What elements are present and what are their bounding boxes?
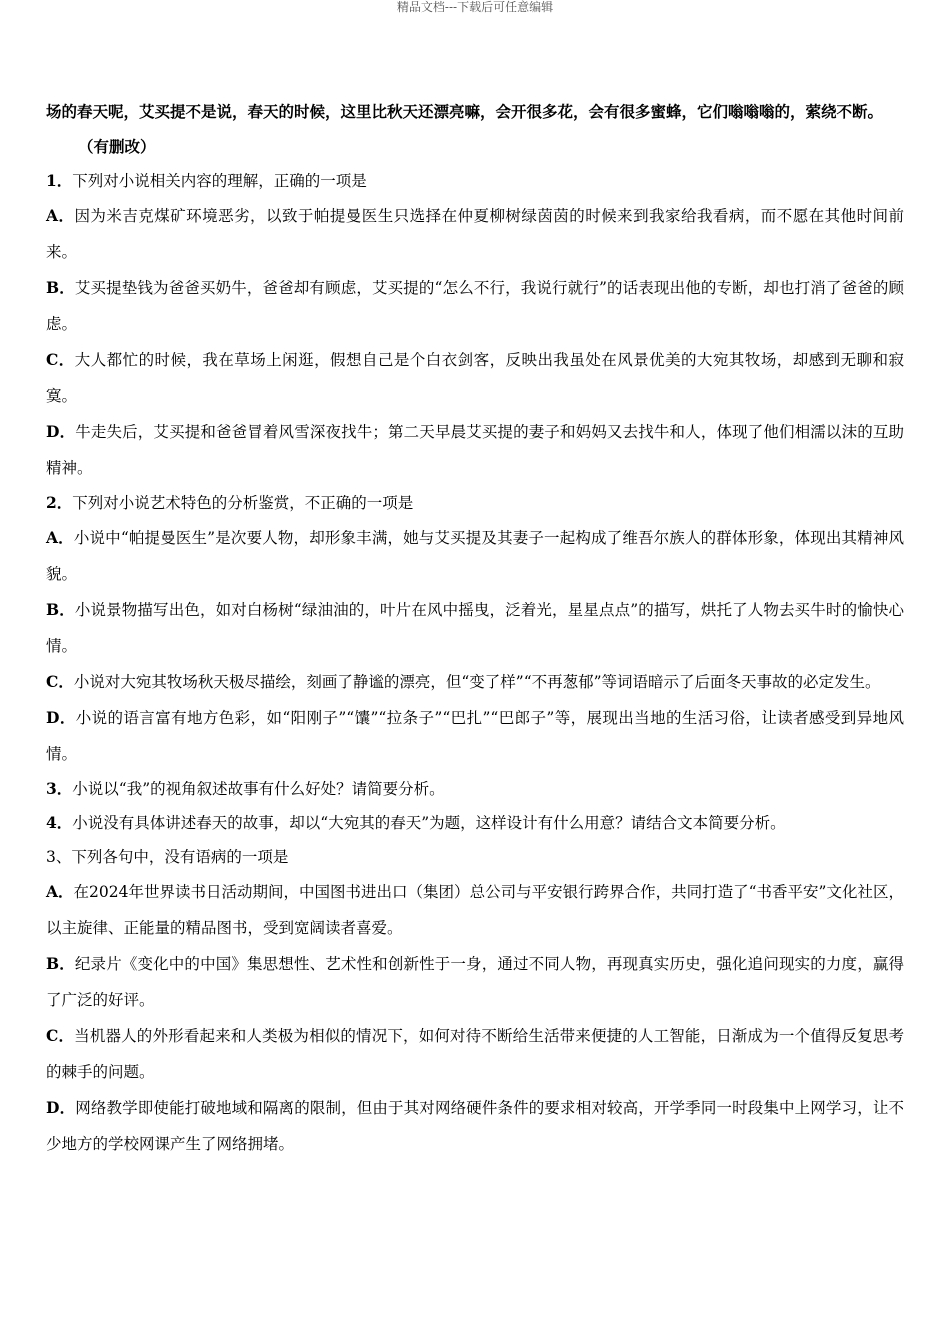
option-text: 牛走失后，艾买提和爸爸冒着风雪深夜找牛；第二天早晨艾买提的妻子和妈妈又去找牛和人，体现了他们相濡以沫的互助精神。 [46,423,904,477]
question-2-option-c [46,664,904,700]
option-letter: A． [46,206,75,225]
option-text: 小说的语言富有地方色彩，如“阳刚子”“馕”“拉条子”“巴扎”“巴郎子”等，展现出当地的生活习俗，让读者感受到异地风情。 [46,709,904,763]
option-text: 小说对大宛其牧场秋天极尽描绘，刻画了静谧的漂亮，但“变了样”“不再葱郁”等词语暗示了后面冬天事故的必定发生。 [73,673,881,691]
option-letter: B． [46,954,75,973]
question-number: 3、 [46,848,72,866]
option-letter: C． [46,1026,75,1045]
question-1-option-a [46,198,904,270]
option-text: 在2024年世界读书日活动期间，中国图书进出口（集团）总公司与平安银行跨界合作，共同打造了“书香平安”文化社区，以主旋律、正能量的精品图书，受到宽阔读者喜爱。 [46,883,904,937]
question-1-option-c [46,342,904,414]
option-text: 因为米吉克煤矿环境恶劣，以致于帕提曼医生只选择在仲夏柳树绿茵茵的时候来到我家给我看病，而不愿在其他时间前来。 [46,207,904,261]
option-letter: A． [46,882,74,901]
option-text: 小说中“帕提曼医生”是次要人物，却形象丰满，她与艾买提及其妻子一起构成了维吾尔族人的群体形象，体现出其精神风貌。 [46,529,904,583]
option-letter: D． [46,1098,76,1117]
question-text: 下列对小说相关内容的理解，正确的一项是 [72,172,367,190]
option-letter: C． [46,672,74,691]
option-text: 大人都忙的时候，我在草场上闲逛，假想自己是个白衣剑客，反映出我虽处在风景优美的大宛其牧场，却感到无聊和寂寞。 [46,351,904,405]
question-5-option-a [46,874,904,946]
option-letter: B． [46,278,75,297]
question-1-option-d [46,414,904,486]
option-text: 艾买提垫钱为爸爸买奶牛，爸爸却有顾虑，艾买提的“怎么不行，我说行就行”的话表现出他的专断，却也打消了爸爸的顾虑。 [46,279,904,333]
question-3-stem [46,772,904,806]
passage-note: （有删改） [78,137,156,156]
question-4-stem [46,806,904,840]
passage-ending: 场的春天呢，艾买提不是说，春天的时候，这里比秋天还漂亮嘛，会开很多花，会有很多蜜蜂，它们嗡嗡嗡的，萦绕不断。 [46,102,884,121]
question-2-option-b [46,592,904,664]
question-5-stem [46,840,904,874]
option-letter: C． [46,350,75,369]
option-letter: B． [46,600,75,619]
option-text: 小说景物描写出色，如对白杨树“绿油油的，叶片在风中摇曳，泛着光，星星点点”的描写，烘托了人物去买牛时的愉快心情。 [46,601,904,655]
option-letter: A． [46,528,74,547]
question-1-option-b [46,270,904,342]
question-2-option-a [46,520,904,592]
question-2-stem [46,486,904,520]
question-text: 小说以“我”的视角叙述故事有什么好处？请简要分析。 [72,780,445,798]
question-5-option-c [46,1018,904,1090]
option-text: 网络教学即使能打破地域和隔离的限制，但由于其对网络硬件条件的要求相对较高，开学季同一时段集中上网学习，让不少地方的学校网课产生了网络拥堵。 [46,1099,904,1153]
question-text: 下列对小说艺术特色的分析鉴赏，不正确的一项是 [72,494,414,512]
document-body [46,94,904,1162]
option-letter: D． [46,708,76,727]
question-text: 小说没有具体讲述春天的故事，却以“大宛其的春天”为题，这样设计有什么用意？请结合文本简要分析。 [72,814,786,832]
question-2-option-d [46,700,904,772]
question-number: 1． [46,171,73,190]
question-5-option-b [46,946,904,1018]
question-5-option-d [46,1090,904,1162]
question-number: 4． [46,813,73,832]
option-text: 纪录片《变化中的中国》集思想性、艺术性和创新性于一身，通过不同人物，再现真实历史，强化追问现实的力度，赢得了广泛的好评。 [46,955,904,1009]
question-number: 3． [46,779,73,798]
page-watermark-header: 精品文档---下载后可任意编辑 [396,0,554,14]
question-1-stem [46,164,904,198]
option-text: 当机器人的外形看起来和人类极为相似的情况下，如何对待不断给生活带来便捷的人工智能，日渐成为一个值得反复思考的棘手的问题。 [46,1027,904,1081]
question-text: 下列各句中，没有语病的一项是 [71,848,289,866]
option-letter: D． [46,422,76,441]
question-number: 2． [46,493,73,512]
